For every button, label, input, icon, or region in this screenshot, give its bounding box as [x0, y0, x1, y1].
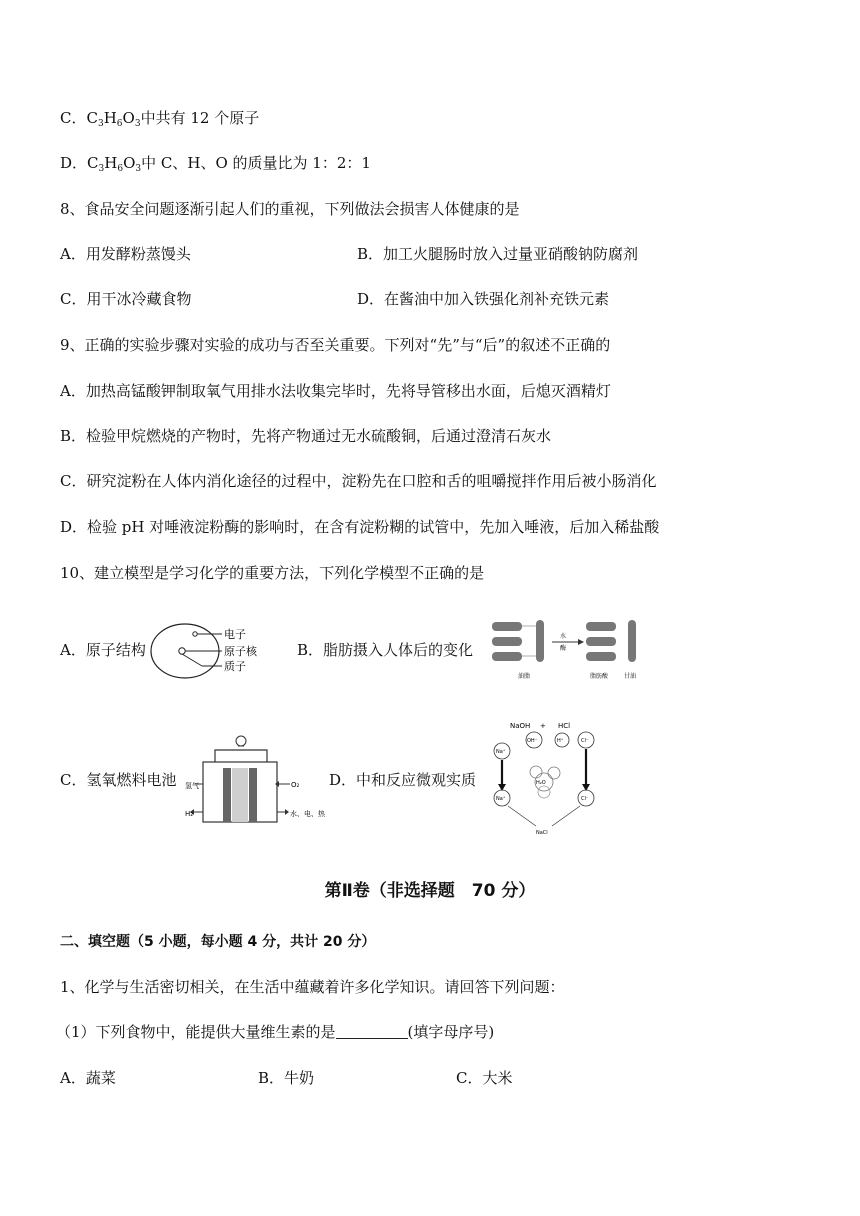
section-heading: 二、填空题（5 小题，每小题 4 分，共计 20 分）: [60, 934, 376, 950]
q10-option-a: A．原子结构: [60, 641, 146, 659]
fat-label: 油脂: [518, 673, 531, 680]
hcl-label: HCl: [558, 722, 571, 730]
fill-option-c: C．大米: [456, 1069, 513, 1087]
h2-label: H₂: [185, 810, 194, 818]
atom-structure-diagram: [150, 622, 270, 680]
fill-q1-stem: 1、化学与生活密切相关，在生活中蕴藏着许多化学知识。请回答下列问题：: [60, 978, 565, 996]
nucleus-label: 原子核: [224, 645, 257, 658]
q10-stem: 10、建立模型是学习化学的重要方法，下列化学模型不正确的是: [60, 564, 485, 582]
fuel-cell-diagram: [185, 732, 335, 828]
q8-stem: 8、食品安全问题逐渐引起人们的重视，下列做法会损害人体健康的是: [60, 200, 520, 218]
q7-option-c: C．$C_3H_6O_3$中共有 12 个原子: [60, 109, 260, 129]
formula: $C_3H_6O_3$: [87, 154, 142, 174]
enzyme-label: 酶: [560, 645, 567, 652]
na-ion-label: Na⁺: [496, 749, 506, 755]
svg-text:Na⁺: Na⁺: [496, 796, 506, 802]
water-molecule-label: H₂O: [536, 780, 546, 786]
q8-option-a: A．用发酵粉蒸馒头: [60, 245, 191, 263]
fat-digestion-diagram: [490, 616, 660, 682]
plus-sign: +: [540, 722, 546, 730]
oh-ion-label: OH⁻: [527, 738, 538, 744]
q8-option-c: C．用干冰冷藏食物: [60, 290, 192, 308]
hydrogen-label: 氢气: [185, 782, 199, 790]
q7-option-d: D．$C_3H_6O_3$中 C、H、O 的质量比为 1：2：1: [60, 154, 371, 174]
q10-option-c: C．氢氧燃料电池: [60, 771, 177, 789]
cl-ion-label: Cl⁻: [581, 738, 589, 744]
formula: $C_3H_6O_3$: [86, 109, 141, 129]
fill-option-b: B．牛奶: [258, 1069, 315, 1087]
svg-text:Cl⁻: Cl⁻: [581, 796, 589, 802]
q10-option-d: D．中和反应微观实质: [329, 771, 477, 789]
q9-option-b: B．检验甲烷燃烧的产物时，先将产物通过无水硫酸铜，后通过澄清石灰水: [60, 427, 552, 445]
q9-option-d: D．检验 pH 对唾液淀粉酶的影响时，在含有淀粉糊的试管中，先加入唾液，后加入稀盐酸: [60, 518, 660, 536]
q9-option-a: A．加热高锰酸钾制取氧气用排水法收集完毕时，先将导管移出水面，后熄灭酒精灯: [60, 382, 611, 400]
electron-label: 电子: [224, 628, 246, 641]
q8-option-b: B．加工火腿肠时放入过量亚硝酸钠防腐剂: [357, 245, 639, 263]
o2-label: O₂: [291, 781, 300, 789]
water-label: 水: [560, 633, 567, 640]
q9-stem: 9、正确的实验步骤对实验的成功与否至关重要。下列对“先”与“后”的叙述不正确的: [60, 336, 611, 354]
fatty-acid-label: 脂肪酸: [590, 673, 609, 680]
neutralization-diagram: [488, 716, 598, 838]
proton-label: 质子: [224, 660, 246, 673]
naoh-label: NaOH: [510, 722, 531, 730]
fill-q1-subquestion: （1）下列食物中，能提供大量维生素的是 (填字母序号): [56, 1023, 495, 1041]
part2-title: 第Ⅱ卷（非选择题 70 分）: [324, 881, 536, 901]
fill-option-a: A．蔬菜: [60, 1069, 116, 1087]
answer-blank[interactable]: [336, 1024, 408, 1039]
q8-option-d: D．在酱油中加入铁强化剂补充铁元素: [357, 290, 610, 308]
products-label: 水、电、热: [290, 810, 325, 818]
q9-option-c: C．研究淀粉在人体内消化途径的过程中，淀粉先在口腔和舌的咀嚼搅拌作用后被小肠消化: [60, 472, 657, 490]
glycerol-label: 甘油: [624, 673, 637, 680]
nacl-label: NaCl: [536, 830, 548, 836]
q10-option-b: B．脂肪摄入人体后的变化: [297, 641, 474, 659]
h-ion-label: H⁺: [557, 738, 564, 744]
